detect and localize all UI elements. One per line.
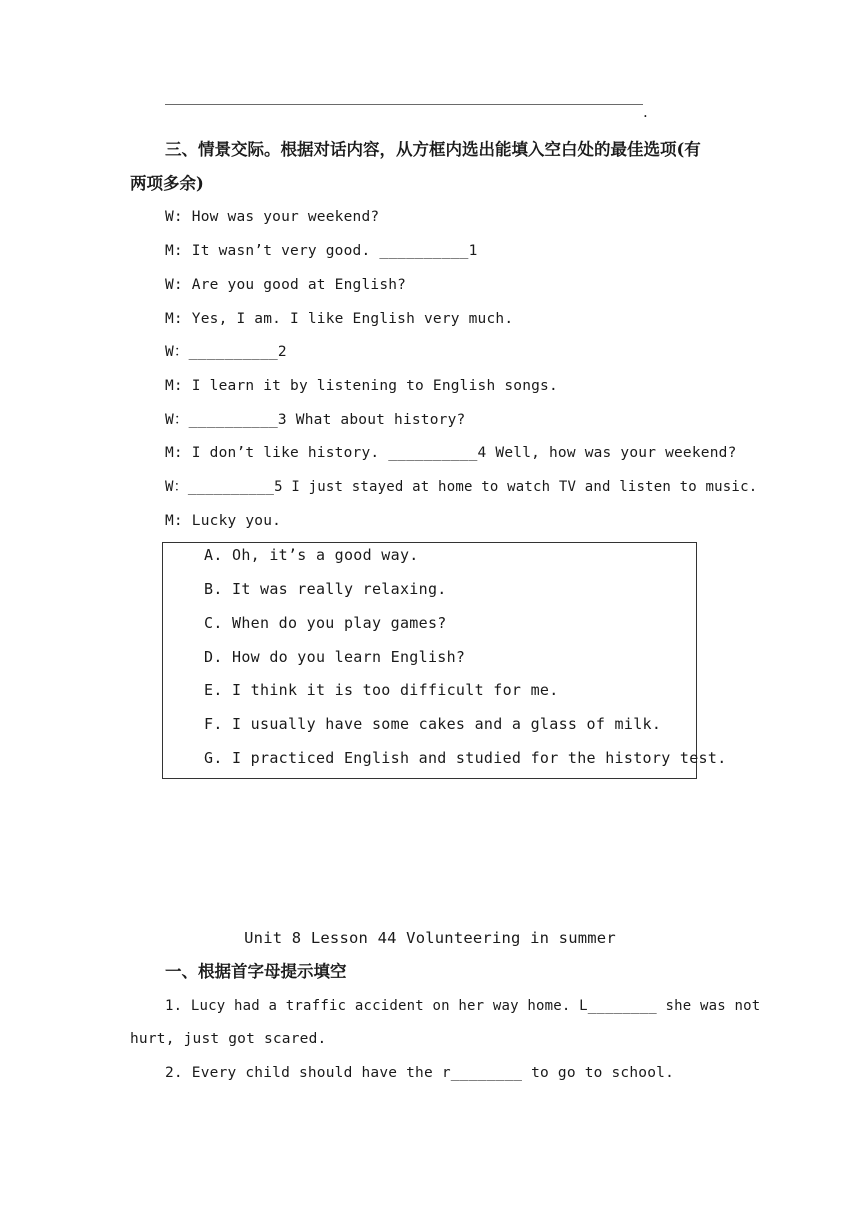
dialogue-line: W：__________5 I just stayed at home to watch TV and listen to music. (165, 479, 758, 495)
dialogue-line: M: It wasn’t very good. __________1 (165, 243, 478, 259)
question-2: 2. Every child should have the r________ to go to school. (165, 1065, 674, 1081)
option-item: A. Oh, it’s a good way. (204, 546, 419, 564)
option-item: D. How do you learn English? (204, 648, 466, 666)
question-1-line1: 1. Lucy had a traffic accident on her way home. L________ she was not (165, 998, 761, 1014)
dialogue-line: W: Are you good at English? (165, 277, 407, 293)
section3-heading-line1: 三、情景交际。根据对话内容，从方框内选出能填入空白处的最佳选项(有 (165, 140, 701, 159)
question-1-line2: hurt, just got scared. (130, 1031, 327, 1047)
unit-title: Unit 8 Lesson 44 Volunteering in summer (244, 929, 616, 947)
dialogue-line: M: I don’t like history. __________4 Well, how was your weekend? (165, 445, 737, 461)
section1-heading: 一、根据首字母提示填空 (165, 962, 347, 981)
dialogue-line: M: Lucky you. (165, 513, 282, 529)
section3-heading-line2: 两项多余) (130, 174, 204, 193)
option-item: G. I practiced English and studied for the history test. (204, 749, 727, 767)
dialogue-line: W：__________2 (165, 344, 287, 360)
option-item: B. It was really relaxing. (204, 580, 447, 598)
option-item: C. When do you play games? (204, 614, 447, 632)
dialogue-line: M: Yes, I am. I like English very much. (165, 311, 514, 327)
dialogue-line: M: I learn it by listening to English songs. (165, 378, 558, 394)
dialogue-line: W: How was your weekend? (165, 209, 380, 225)
answer-line-period: . (643, 103, 648, 121)
option-item: E. I think it is too difficult for me. (204, 681, 559, 699)
answer-blank-line (165, 104, 643, 105)
dialogue-line: W：__________3 What about history? (165, 412, 466, 428)
option-item: F. I usually have some cakes and a glass of milk. (204, 715, 662, 733)
